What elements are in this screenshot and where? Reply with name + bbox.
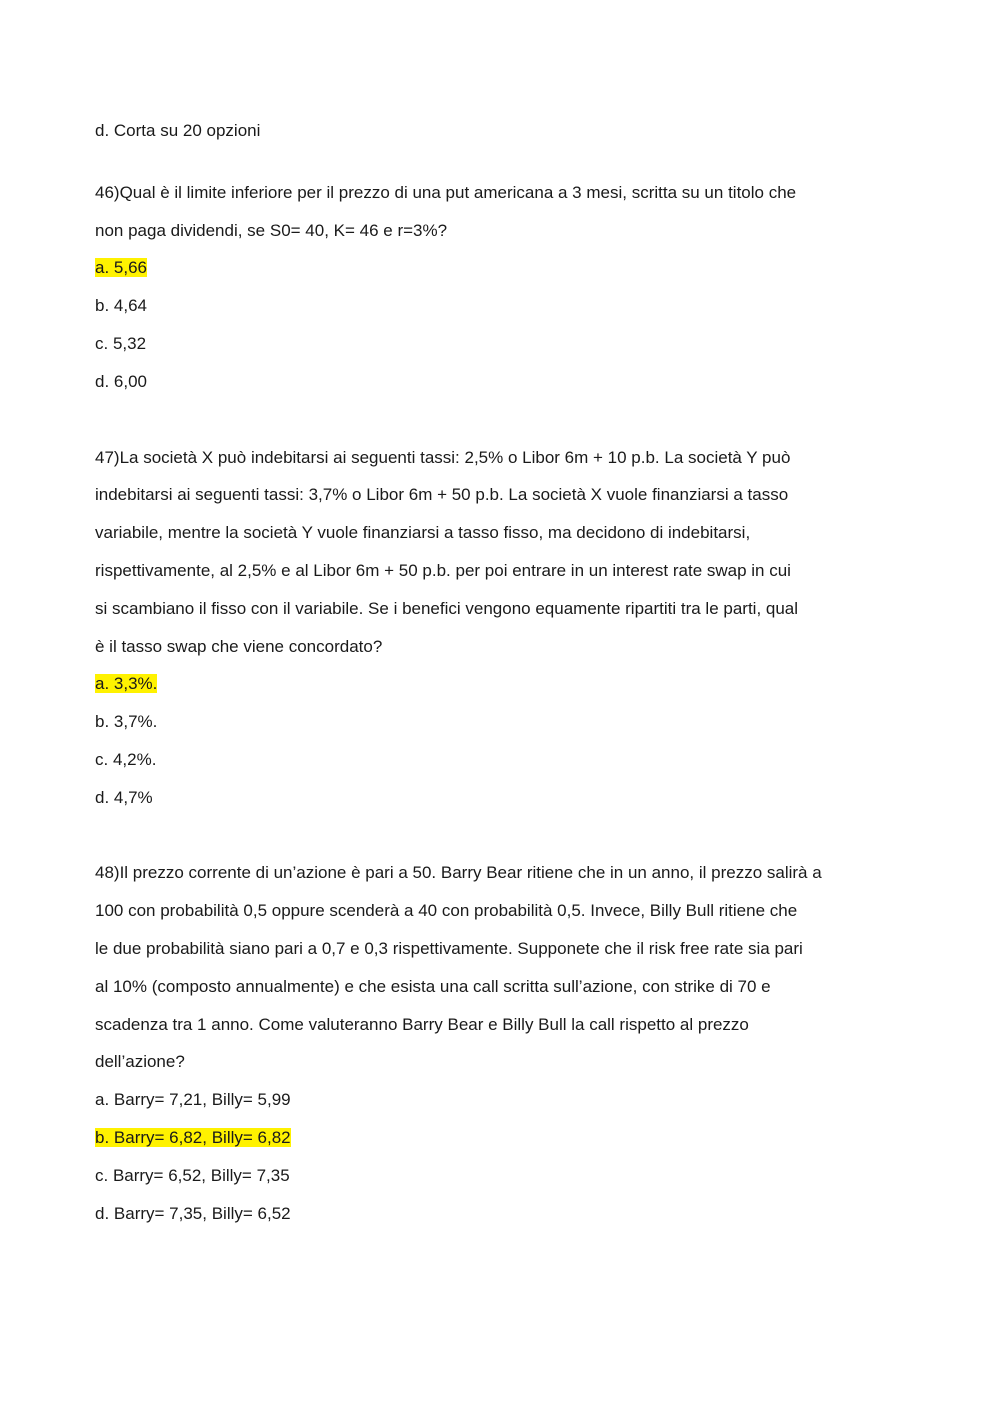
answer-option-b	[95, 1126, 291, 1150]
question-text-line: 48)Il prezzo corrente di un’azione è pari a 50. Barry Bear ritiene che in un anno, il prezzo salirà a	[95, 863, 822, 882]
answer-option-a	[95, 672, 157, 696]
question-text-line: scadenza tra 1 anno. Come valuteranno Barry Bear e Billy Bull la call rispetto al prezzo	[95, 1015, 749, 1034]
highlighted-answer: a. 5,66	[95, 258, 147, 277]
highlighted-answer: b. Barry= 6,82, Billy= 6,82	[95, 1128, 291, 1147]
question-text-line: dell’azione?	[95, 1052, 185, 1071]
question-text-line: 47)La società X può indebitarsi ai seguenti tassi: 2,5% o Libor 6m + 10 p.b. La società Y può	[95, 448, 791, 467]
question-text-line: variabile, mentre la società Y vuole finanziarsi a tasso fisso, ma decidono di indebitarsi,	[95, 523, 751, 542]
question-text-line: è il tasso swap che viene concordato?	[95, 637, 383, 656]
question-text-line: non paga dividendi, se S0= 40, K= 46 e r=3%?	[95, 221, 448, 240]
question-text-line: si scambiano il fisso con il variabile. Se i benefici vengono equamente ripartiti tra le parti, qual	[95, 599, 799, 618]
question-text-line: indebitarsi ai seguenti tassi: 3,7% o Libor 6m + 50 p.b. La società X vuole finanziarsi a tasso	[95, 485, 789, 504]
answer-option-c: c. Barry= 6,52, Billy= 7,35	[95, 1166, 290, 1185]
answer-option-a: a. Barry= 7,21, Billy= 5,99	[95, 1090, 291, 1109]
answer-option-d: d. 6,00	[95, 372, 147, 391]
answer-option-d: d. Barry= 7,35, Billy= 6,52	[95, 1204, 291, 1223]
answer-option-c: c. 5,32	[95, 334, 147, 353]
prev-option-d: d. Corta su 20 opzioni	[95, 121, 261, 140]
answer-option-d: d. 4,7%	[95, 788, 153, 807]
question-text-line: 100 con probabilità 0,5 oppure scenderà a 40 con probabilità 0,5. Invece, Billy Bull ritiene che	[95, 901, 798, 920]
question-text-line: 46)Qual è il limite inferiore per il prezzo di una put americana a 3 mesi, scritta su un titolo che	[95, 183, 797, 202]
question-text-line: rispettivamente, al 2,5% e al Libor 6m + 50 p.b. per poi entrare in un interest rate swap in cui	[95, 561, 791, 580]
highlighted-answer: a. 3,3%.	[95, 674, 158, 693]
answer-option-b: b. 3,7%.	[95, 712, 158, 731]
answer-option-b: b. 4,64	[95, 296, 147, 315]
answer-option-c: c. 4,2%.	[95, 750, 157, 769]
question-text-line: le due probabilità siano pari a 0,7 e 0,3 rispettivamente. Supponete che il risk free rate sia pari	[95, 939, 803, 958]
question-text-line: al 10% (composto annualmente) e che esista una call scritta sull’azione, con strike di 70 e	[95, 977, 771, 996]
answer-option-a	[95, 256, 147, 280]
